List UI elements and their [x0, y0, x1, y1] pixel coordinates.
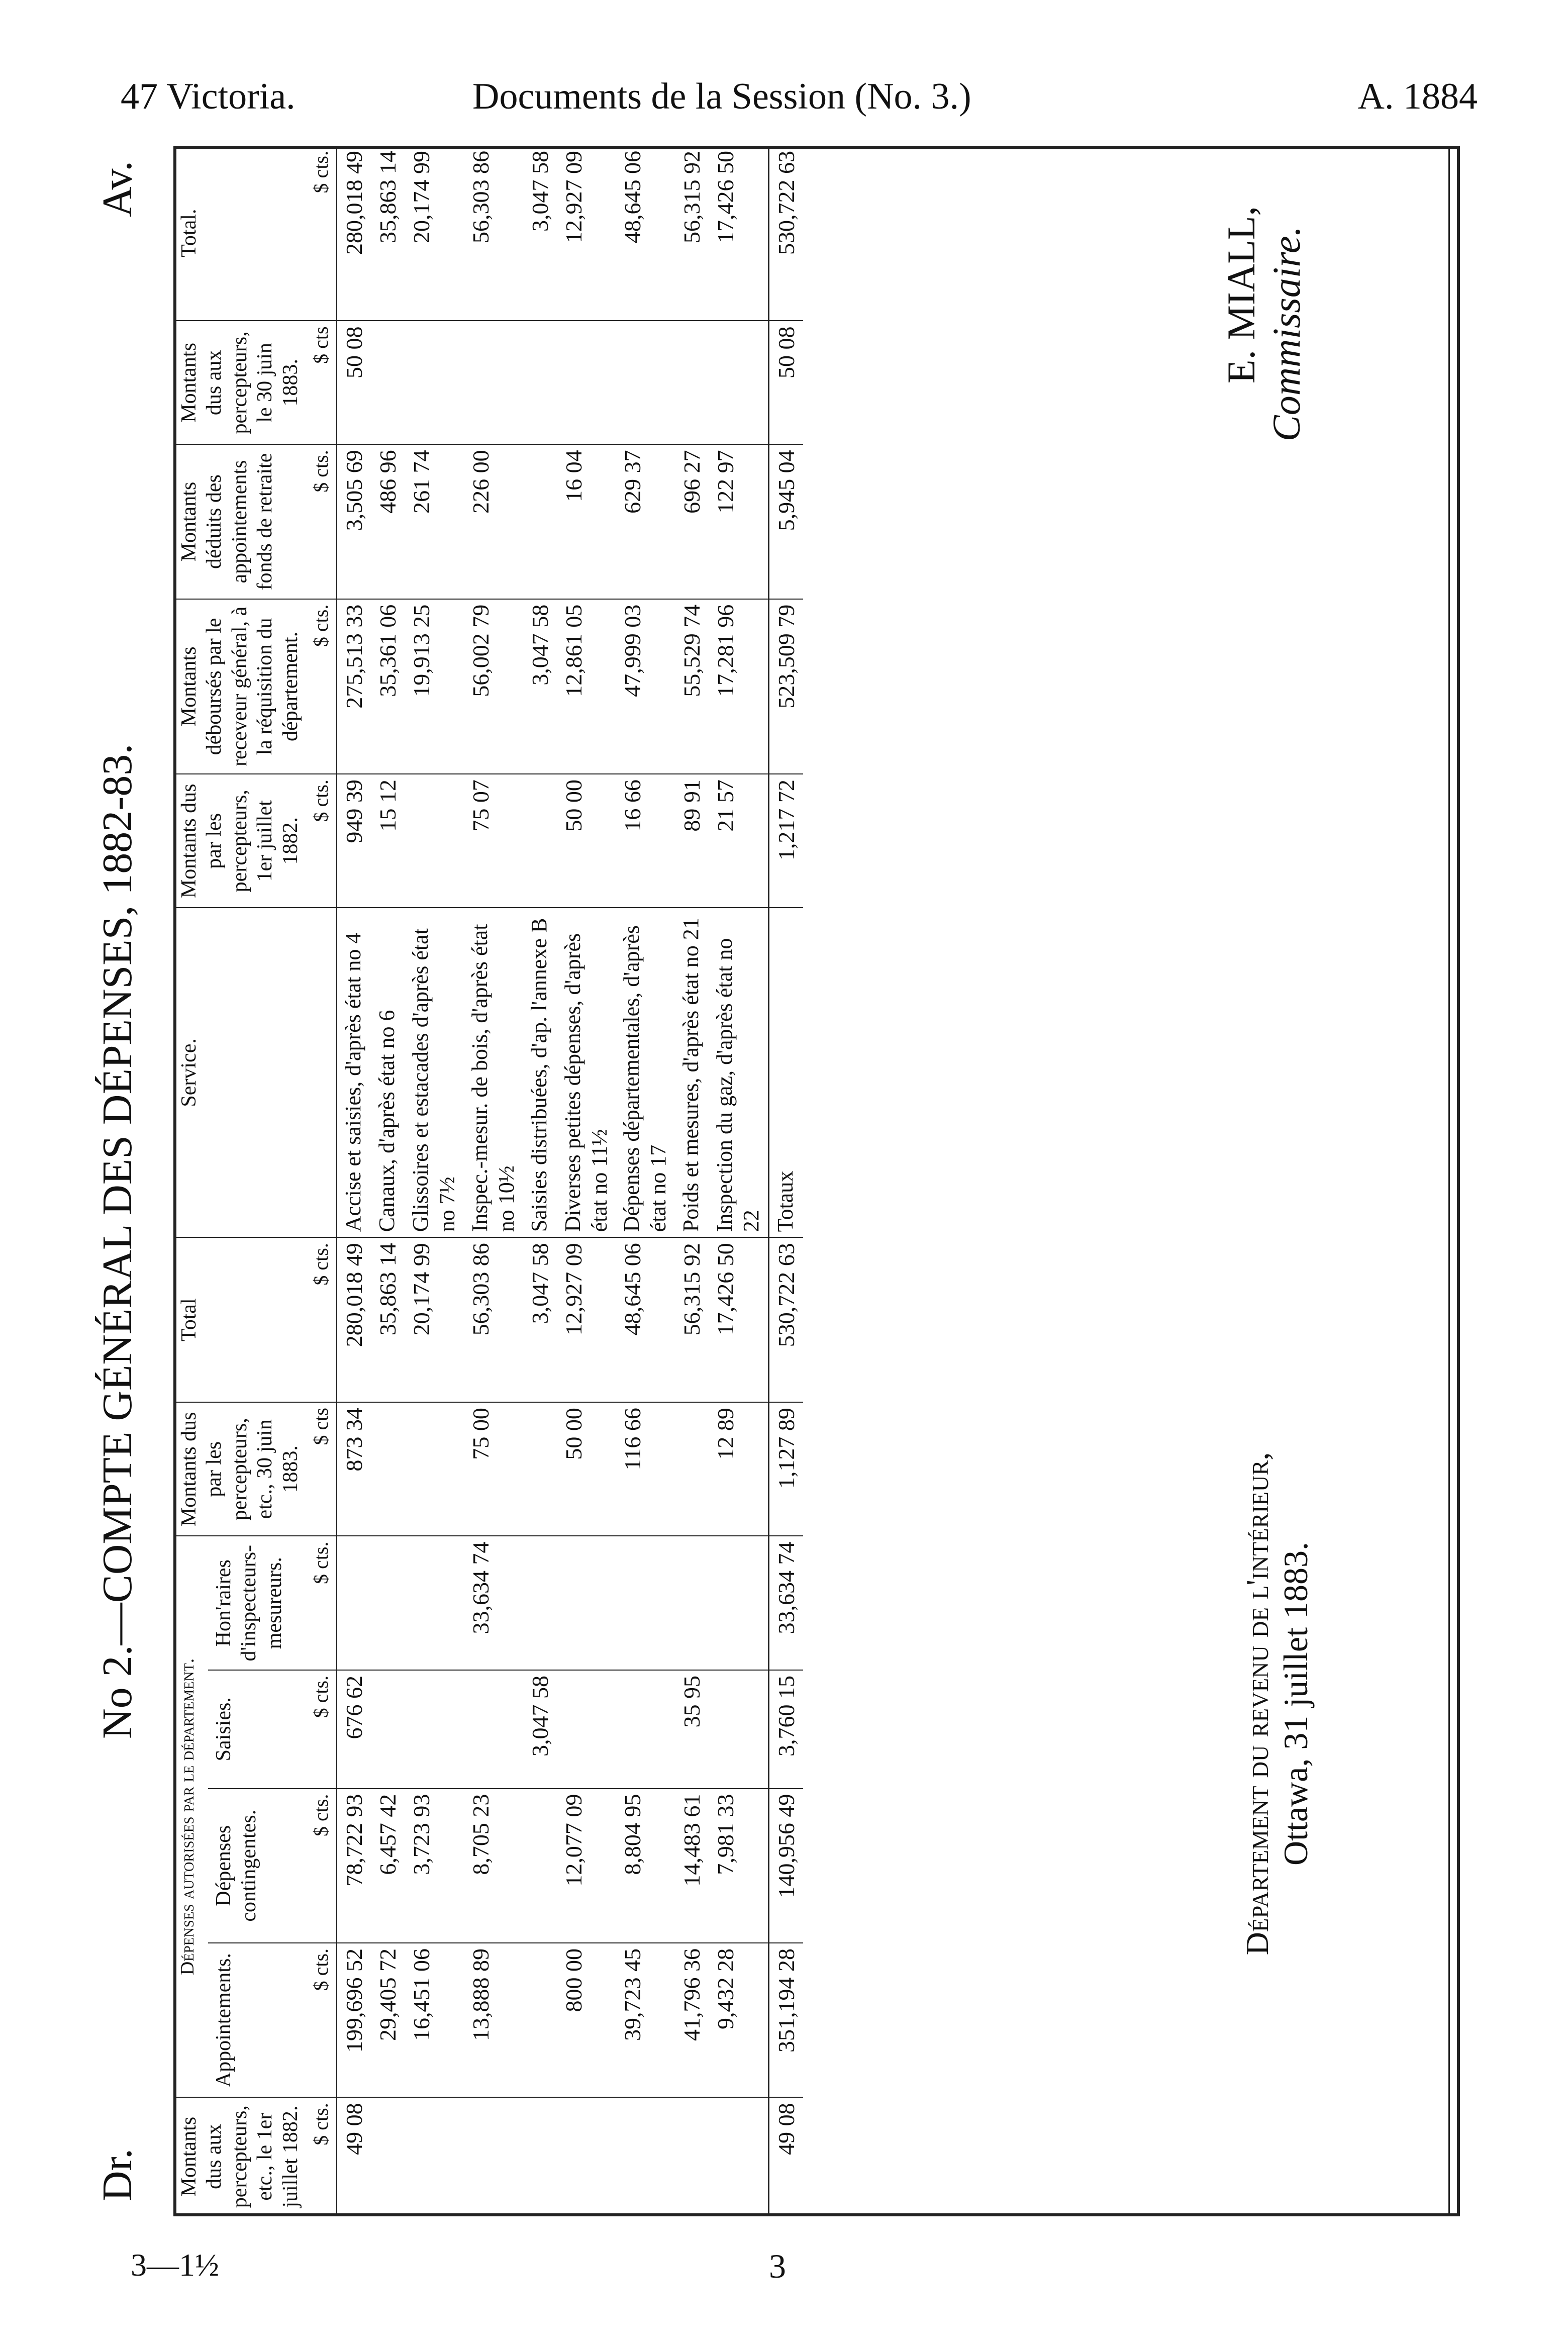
- amount-cell: 629 37: [616, 444, 675, 599]
- amount-cell: 75 00: [464, 1402, 523, 1536]
- total-cell: 351,194 28: [768, 1943, 803, 2097]
- amount-cell: 19,913 25: [405, 599, 464, 774]
- amount-cell: [464, 321, 523, 444]
- amount-cell: [557, 2097, 616, 2216]
- service-cell: Inspec.-mesur. de bois, d'après état no 10½: [464, 908, 523, 1237]
- amount-cell: 873 34: [337, 1402, 371, 1536]
- amount-cell: [405, 321, 464, 444]
- amount-cell: 35,863 14: [371, 146, 405, 321]
- amount-cell: [371, 321, 405, 444]
- expenditure-table: [173, 146, 803, 2216]
- unit-cell: $ cts.: [306, 146, 337, 321]
- header-volume: 47 Victoria.: [121, 76, 296, 117]
- department-name: Département du revenu de l'intérieur,: [1239, 1452, 1275, 1956]
- col-header: Saisies.: [208, 1670, 306, 1789]
- amount-cell: 55,529 74: [675, 599, 709, 774]
- unit-cell: [306, 908, 337, 1237]
- amount-cell: [464, 2097, 523, 2216]
- amount-cell: [675, 1402, 709, 1536]
- service-cell: Diverses petites dépenses, d'après état no 11½: [557, 908, 616, 1237]
- table-row: [523, 146, 557, 2216]
- header-year: A. 1884: [1357, 76, 1478, 117]
- running-header: [121, 75, 1478, 136]
- amount-cell: 17,426 50: [709, 1237, 768, 1402]
- amount-cell: 3,047 58: [523, 599, 557, 774]
- amount-cell: 35,863 14: [371, 1237, 405, 1402]
- amount-cell: [675, 2097, 709, 2216]
- amount-cell: 12,927 09: [557, 146, 616, 321]
- amount-cell: 39,723 45: [616, 1943, 675, 2097]
- col-header: Montants déduits des appointements fonds de retraite: [173, 444, 306, 599]
- amount-cell: 17,426 50: [709, 146, 768, 321]
- col-header: Appointements.: [208, 1943, 306, 2097]
- total-cell: 50 08: [768, 321, 803, 444]
- table-row: [675, 146, 709, 2216]
- amount-cell: 3,047 58: [523, 1237, 557, 1402]
- amount-cell: [405, 774, 464, 908]
- amount-cell: 49 08: [337, 2097, 371, 2216]
- amount-cell: [557, 1536, 616, 1670]
- amount-cell: [709, 321, 768, 444]
- col-group-header: Dépenses autorisées par le département.: [173, 1536, 208, 2098]
- amount-cell: [405, 1402, 464, 1536]
- col-header: Dépenses contingentes.: [208, 1789, 306, 1943]
- amount-cell: 16,451 06: [405, 1943, 464, 2097]
- amount-cell: [616, 2097, 675, 2216]
- amount-cell: 3,047 58: [523, 1670, 557, 1789]
- unit-cell: $ cts.: [306, 1943, 337, 2097]
- table-row: [337, 146, 371, 2216]
- col-header: Montants dus aux percepteurs, le 30 juin 1883.: [173, 321, 306, 444]
- service-cell: Saisies distribuées, d'ap. l'annexe B: [523, 908, 557, 1237]
- total-cell: 49 08: [768, 2097, 803, 2216]
- col-header: Montants déboursés par le receveur général, à la réquisition du département.: [173, 599, 306, 774]
- amount-cell: 280,018 49: [337, 146, 371, 321]
- amount-cell: 12,861 05: [557, 599, 616, 774]
- amount-cell: 7,981 33: [709, 1789, 768, 1943]
- table-body: [306, 146, 803, 2216]
- col-header: Total.: [173, 146, 306, 321]
- amount-cell: 41,796 36: [675, 1943, 709, 2097]
- debit-label: Dr.: [94, 2148, 141, 2201]
- amount-cell: 56,002 79: [464, 599, 523, 774]
- amount-cell: 800 00: [557, 1943, 616, 2097]
- amount-cell: 33,634 74: [464, 1536, 523, 1670]
- amount-cell: [709, 1670, 768, 1789]
- totals-label: Totaux: [768, 908, 803, 1237]
- service-cell: Glissoires et estacades d'après état no 7½: [405, 908, 464, 1237]
- amount-cell: 75 07: [464, 774, 523, 908]
- amount-cell: [523, 444, 557, 599]
- col-header: Montants dus par les percepteurs, 1er juillet 1882.: [173, 774, 306, 908]
- amount-cell: 199,696 52: [337, 1943, 371, 2097]
- amount-cell: 261 74: [405, 444, 464, 599]
- amount-cell: [557, 321, 616, 444]
- department-block: [1239, 1251, 1316, 2156]
- amount-cell: 50 00: [557, 774, 616, 908]
- place-date: Ottawa, 31 juillet 1883.: [1277, 1542, 1315, 1866]
- header-group-row: [173, 146, 208, 2216]
- amount-cell: 6,457 42: [371, 1789, 405, 1943]
- amount-cell: 47,999 03: [616, 599, 675, 774]
- amount-cell: 676 62: [337, 1670, 371, 1789]
- amount-cell: 56,315 92: [675, 1237, 709, 1402]
- total-cell: 530,722 63: [768, 1237, 803, 1402]
- amount-cell: [616, 321, 675, 444]
- unit-cell: $ cts.: [306, 1789, 337, 1943]
- amount-cell: 3,505 69: [337, 444, 371, 599]
- amount-cell: 56,303 86: [464, 1237, 523, 1402]
- total-cell: 530,722 63: [768, 146, 803, 321]
- rotated-page-content: [94, 146, 1460, 2216]
- units-row: [306, 146, 337, 2216]
- service-cell: Inspection du gaz, d'après état no 22: [709, 908, 768, 1237]
- amount-cell: 116 66: [616, 1402, 675, 1536]
- amount-cell: 16 66: [616, 774, 675, 908]
- amount-cell: 56,303 86: [464, 146, 523, 321]
- amount-cell: 20,174 99: [405, 146, 464, 321]
- total-cell: 523,509 79: [768, 599, 803, 774]
- table-title-line: [58, 146, 158, 2216]
- amount-cell: 486 96: [371, 444, 405, 599]
- amount-cell: 50 00: [557, 1402, 616, 1536]
- amount-cell: [523, 774, 557, 908]
- table-row: [709, 146, 768, 2216]
- amount-cell: [523, 1943, 557, 2097]
- amount-cell: 48,645 06: [616, 1237, 675, 1402]
- amount-cell: [464, 1670, 523, 1789]
- total-cell: 3,760 15: [768, 1670, 803, 1789]
- amount-cell: [405, 2097, 464, 2216]
- amount-cell: 12,077 09: [557, 1789, 616, 1943]
- amount-cell: [557, 1670, 616, 1789]
- unit-cell: $ cts.: [306, 1670, 337, 1789]
- col-header: Montants dus aux percepteurs, etc., le 1er juillet 1882.: [173, 2097, 306, 2216]
- amount-cell: [709, 1536, 768, 1670]
- amount-cell: 14,483 61: [675, 1789, 709, 1943]
- amount-cell: 3,723 93: [405, 1789, 464, 1943]
- signatory-role: Commissaire.: [1264, 226, 1308, 442]
- service-cell: Poids et mesures, d'après état no 21: [675, 908, 709, 1237]
- amount-cell: [675, 1536, 709, 1670]
- total-cell: 5,945 04: [768, 444, 803, 599]
- col-header: Service.: [173, 908, 306, 1237]
- amount-cell: 3,047 58: [523, 146, 557, 321]
- unit-cell: $ cts.: [306, 1237, 337, 1402]
- amount-cell: 8,705 23: [464, 1789, 523, 1943]
- page-title: No 2.—COMPTE GÉNÉRAL DES DÉPENSES, 1882-83.: [94, 743, 141, 1739]
- total-cell: 1,127 89: [768, 1402, 803, 1536]
- amount-cell: [371, 1402, 405, 1536]
- service-cell: Accise et saisies, d'après état no 4: [337, 908, 371, 1237]
- amount-cell: 20,174 99: [405, 1237, 464, 1402]
- amount-cell: [523, 321, 557, 444]
- amount-cell: [371, 2097, 405, 2216]
- amount-cell: 17,281 96: [709, 599, 768, 774]
- amount-cell: 35 95: [675, 1670, 709, 1789]
- amount-cell: 280,018 49: [337, 1237, 371, 1402]
- amount-cell: [405, 1670, 464, 1789]
- total-cell: 33,634 74: [768, 1536, 803, 1670]
- unit-cell: $ cts.: [306, 444, 337, 599]
- unit-cell: $ cts: [306, 321, 337, 444]
- unit-cell: $ cts.: [306, 774, 337, 908]
- margin-note: 3—1½: [131, 2247, 219, 2283]
- amount-cell: 949 39: [337, 774, 371, 908]
- amount-cell: 8,804 95: [616, 1789, 675, 1943]
- unit-cell: $ cts: [306, 1402, 337, 1536]
- amount-cell: 226 00: [464, 444, 523, 599]
- amount-cell: 122 97: [709, 444, 768, 599]
- amount-cell: 78,722 93: [337, 1789, 371, 1943]
- amount-cell: 15 12: [371, 774, 405, 908]
- amount-cell: 35,361 06: [371, 599, 405, 774]
- amount-cell: 275,513 33: [337, 599, 371, 774]
- credit-label: Av.: [94, 161, 141, 217]
- totals-row: [768, 146, 803, 2216]
- unit-cell: $ cts.: [306, 599, 337, 774]
- amount-cell: [405, 1536, 464, 1670]
- amount-cell: [371, 1536, 405, 1670]
- signature-block: [1219, 206, 1309, 1111]
- service-cell: Canaux, d'après état no 6: [371, 908, 405, 1237]
- amount-cell: [523, 1402, 557, 1536]
- amount-cell: 48,645 06: [616, 146, 675, 321]
- col-header: Hon'raires d'inspecteurs-mesureurs.: [208, 1536, 306, 1670]
- amount-cell: [371, 1670, 405, 1789]
- amount-cell: [523, 1789, 557, 1943]
- table-row: [616, 146, 675, 2216]
- amount-cell: [523, 1536, 557, 1670]
- col-header: Montants dus par les percepteurs, etc., 30 juin 1883.: [173, 1402, 306, 1536]
- signatory-name: E. MIALL,: [1219, 206, 1263, 384]
- amount-cell: 9,432 28: [709, 1943, 768, 2097]
- table-row: [464, 146, 523, 2216]
- unit-cell: $ cts.: [306, 2097, 337, 2216]
- amount-cell: 12,927 09: [557, 1237, 616, 1402]
- total-cell: 140,956 49: [768, 1789, 803, 1943]
- amount-cell: 696 27: [675, 444, 709, 599]
- amount-cell: [616, 1670, 675, 1789]
- amount-cell: 89 91: [675, 774, 709, 908]
- amount-cell: 29,405 72: [371, 1943, 405, 2097]
- amount-cell: 16 04: [557, 444, 616, 599]
- service-cell: Dépenses départementales, d'après état no 17: [616, 908, 675, 1237]
- page-number: 3: [769, 2247, 786, 2285]
- amount-cell: 21 57: [709, 774, 768, 908]
- amount-cell: [616, 1536, 675, 1670]
- col-header: Total: [173, 1237, 306, 1402]
- amount-cell: [337, 1536, 371, 1670]
- unit-cell: $ cts.: [306, 1536, 337, 1670]
- table-row: [371, 146, 405, 2216]
- table-row: [405, 146, 464, 2216]
- amount-cell: [675, 321, 709, 444]
- amount-cell: 13,888 89: [464, 1943, 523, 2097]
- amount-cell: [523, 2097, 557, 2216]
- total-cell: 1,217 72: [768, 774, 803, 908]
- amount-cell: 50 08: [337, 321, 371, 444]
- table-row: [557, 146, 616, 2216]
- amount-cell: 56,315 92: [675, 146, 709, 321]
- header-documents: Documents de la Session (No. 3.): [472, 76, 971, 117]
- amount-cell: 12 89: [709, 1402, 768, 1536]
- amount-cell: [709, 2097, 768, 2216]
